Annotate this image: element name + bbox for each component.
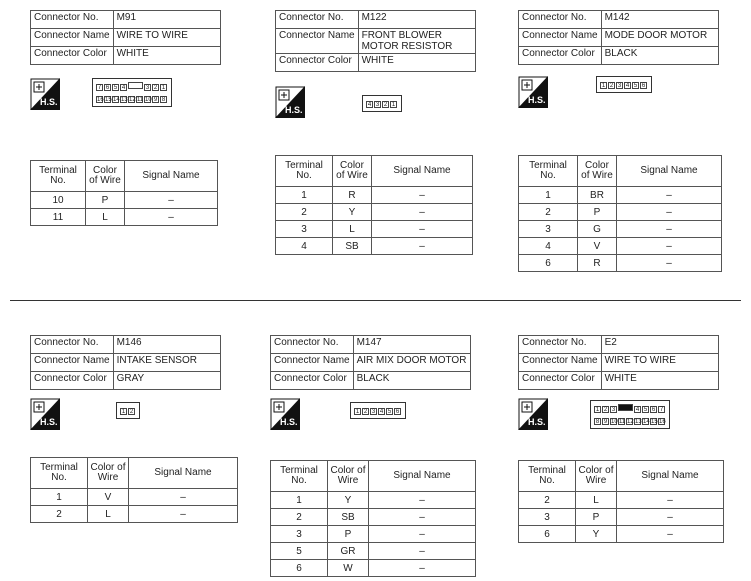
connector-no-label: Connector No. [31, 11, 114, 29]
terminal-no-header: Terminal No. [271, 461, 328, 492]
connector-info-2 [518, 10, 719, 65]
pin: 3 [145, 85, 150, 91]
terminal-no-cell: 2 [31, 506, 88, 523]
pin: 8 [595, 419, 600, 425]
terminal-table [270, 460, 476, 577]
pin: 14 [643, 419, 650, 425]
terminal-no-cell: 3 [519, 509, 576, 526]
terminal-no-cell: 3 [271, 526, 328, 543]
connector-color-label: Connector Color [271, 372, 354, 390]
signal-name-cell: – [372, 221, 473, 238]
hs-label: H.S. [528, 417, 546, 427]
connector-face [590, 400, 670, 429]
connector-info-3 [30, 335, 221, 390]
terminal-no-cell: 1 [519, 187, 578, 204]
terminal-table-5 [518, 460, 724, 543]
pin: 15 [651, 419, 658, 425]
pin: 10 [145, 97, 152, 103]
hs-label: H.S. [280, 417, 298, 427]
pin [128, 82, 143, 89]
connector-color-value: BLACK [601, 47, 718, 65]
wire-color-cell: R [333, 187, 372, 204]
color-of-wire-header: Color of Wire [578, 156, 617, 187]
pin: 5 [643, 407, 648, 413]
pin: 8 [161, 97, 166, 103]
harness-side-icon [270, 398, 300, 430]
terminal-no-cell: 3 [519, 221, 578, 238]
connector-info-1 [275, 10, 476, 72]
signal-name-cell: – [369, 560, 476, 577]
signal-name-header: Signal Name [369, 461, 476, 492]
signal-name-header: Signal Name [372, 156, 473, 187]
terminal-table-3 [30, 457, 238, 523]
connector-no-label: Connector No. [276, 11, 359, 29]
pin: 6 [641, 83, 646, 89]
connector-no-value: M146 [113, 336, 220, 354]
terminal-no-cell: 1 [31, 489, 88, 506]
terminal-no-cell: 6 [519, 526, 576, 543]
pin: 2 [129, 409, 134, 415]
terminal-no-cell: 6 [271, 560, 328, 577]
pin: 2 [383, 102, 388, 108]
table-row [276, 221, 473, 238]
terminal-no-cell: 6 [519, 255, 578, 272]
terminal-no-cell: 4 [276, 238, 333, 255]
pin: 12 [627, 419, 634, 425]
connector-color-label: Connector Color [31, 372, 114, 390]
harness-side-icon [518, 76, 548, 108]
terminal-no-cell: 2 [276, 204, 333, 221]
signal-name-cell: – [617, 509, 724, 526]
table-row [271, 509, 476, 526]
connector-color-value: WHITE [358, 54, 475, 72]
harness-side-icon [518, 398, 548, 430]
connector-info-table [30, 335, 221, 390]
wire-color-cell: Y [328, 492, 369, 509]
connector-name-label: Connector Name [271, 354, 354, 372]
pin: 10 [611, 419, 618, 425]
signal-name-cell: – [617, 187, 722, 204]
terminal-no-header: Terminal No. [519, 156, 578, 187]
hs-label: H.S. [40, 97, 58, 107]
pin: 1 [595, 407, 600, 413]
harness-side-icon [275, 86, 305, 118]
wire-color-cell: L [88, 506, 129, 523]
connector-info-table [30, 10, 221, 65]
signal-name-cell: – [617, 221, 722, 238]
connector-name-label: Connector Name [519, 29, 602, 47]
table-row [519, 221, 722, 238]
pin: 4 [367, 102, 372, 108]
wire-color-cell: L [333, 221, 372, 238]
wire-color-cell: L [86, 209, 125, 226]
signal-name-cell: – [369, 492, 476, 509]
signal-name-cell: – [369, 509, 476, 526]
connector-info-table [518, 335, 719, 390]
wire-color-cell: R [578, 255, 617, 272]
connector-name-label: Connector Name [31, 354, 114, 372]
terminal-no-cell: 11 [31, 209, 86, 226]
color-of-wire-header: Color of Wire [328, 461, 369, 492]
connector-face [362, 95, 402, 112]
terminal-no-header: Terminal No. [31, 161, 86, 192]
connector-name-value: WIRE TO WIRE [113, 29, 220, 47]
section-divider [10, 300, 741, 301]
signal-name-cell: – [617, 255, 722, 272]
color-of-wire-header: Color of Wire [86, 161, 125, 192]
connector-face [92, 78, 172, 107]
signal-name-cell: – [369, 526, 476, 543]
connector-name-value: AIR MIX DOOR MOTOR [353, 354, 470, 372]
terminal-table [518, 460, 724, 543]
table-row [276, 204, 473, 221]
signal-name-cell: – [129, 489, 238, 506]
terminal-table-0 [30, 160, 218, 226]
pin: 1 [355, 409, 360, 415]
connector-color-value: BLACK [353, 372, 470, 390]
table-row [271, 492, 476, 509]
pin: 5 [387, 409, 392, 415]
wire-color-cell: L [576, 492, 617, 509]
pin: 3 [371, 409, 376, 415]
connector-name-value: FRONT BLOWER MOTOR RESISTOR [358, 29, 475, 54]
signal-name-header: Signal Name [125, 161, 218, 192]
connector-color-label: Connector Color [519, 47, 602, 65]
pin: 7 [97, 85, 102, 91]
table-row [271, 526, 476, 543]
terminal-no-header: Terminal No. [276, 156, 333, 187]
wire-color-cell: W [328, 560, 369, 577]
pin: 2 [153, 85, 158, 91]
wire-color-cell: Y [333, 204, 372, 221]
connector-name-value: MODE DOOR MOTOR [601, 29, 718, 47]
connector-info-table [518, 10, 719, 65]
pin: 4 [625, 83, 630, 89]
terminal-no-cell: 4 [519, 238, 578, 255]
color-of-wire-header: Color of Wire [88, 458, 129, 489]
table-row [519, 204, 722, 221]
signal-name-header: Signal Name [129, 458, 238, 489]
pin: 3 [375, 102, 380, 108]
wire-color-cell: V [88, 489, 129, 506]
wire-color-cell: P [578, 204, 617, 221]
pin: 6 [395, 409, 400, 415]
terminal-no-cell: 5 [271, 543, 328, 560]
pin: 9 [603, 419, 608, 425]
signal-name-header: Signal Name [617, 156, 722, 187]
terminal-no-cell: 2 [271, 509, 328, 526]
pin: 13 [121, 97, 128, 103]
pin: 1 [121, 409, 126, 415]
connector-face [350, 402, 406, 419]
signal-name-cell: – [617, 492, 724, 509]
terminal-no-cell: 3 [276, 221, 333, 238]
wire-color-cell: SB [328, 509, 369, 526]
connector-no-value: M91 [113, 11, 220, 29]
terminal-table [30, 160, 218, 226]
hs-label: H.S. [40, 417, 58, 427]
table-row [519, 526, 724, 543]
pin: 2 [603, 407, 608, 413]
pin: 11 [137, 97, 144, 103]
table-row [519, 187, 722, 204]
signal-name-cell: – [372, 238, 473, 255]
wire-color-cell: SB [333, 238, 372, 255]
pin: 15 [105, 97, 112, 103]
pin: 5 [633, 83, 638, 89]
pin: 7 [659, 407, 664, 413]
wire-color-cell: V [578, 238, 617, 255]
harness-side-icon [30, 78, 60, 110]
terminal-table [275, 155, 473, 255]
terminal-table-4 [270, 460, 476, 577]
connector-no-value: M122 [358, 11, 475, 29]
pin: 4 [635, 407, 640, 413]
pin: 6 [105, 85, 110, 91]
pin: 1 [601, 83, 606, 89]
connector-no-label: Connector No. [271, 336, 354, 354]
connector-info-5 [518, 335, 719, 390]
terminal-no-header: Terminal No. [31, 458, 88, 489]
connector-color-label: Connector Color [276, 54, 359, 72]
pin: 16 [659, 419, 666, 425]
table-row [519, 238, 722, 255]
table-row [31, 209, 218, 226]
color-of-wire-header: Color of Wire [576, 461, 617, 492]
terminal-no-header: Terminal No. [519, 461, 576, 492]
terminal-table [30, 457, 238, 523]
connector-color-value: GRAY [113, 372, 220, 390]
pin: 16 [97, 97, 104, 103]
wire-color-cell: P [576, 509, 617, 526]
pin: 1 [161, 85, 166, 91]
pin: 3 [617, 83, 622, 89]
table-row [276, 238, 473, 255]
signal-name-header: Signal Name [617, 461, 724, 492]
connector-color-label: Connector Color [519, 372, 602, 390]
terminal-no-cell: 2 [519, 204, 578, 221]
wire-color-cell: P [328, 526, 369, 543]
connector-name-label: Connector Name [519, 354, 602, 372]
connector-color-label: Connector Color [31, 47, 114, 65]
connector-color-value: WHITE [113, 47, 220, 65]
connector-face [116, 402, 140, 419]
connector-name-label: Connector Name [31, 29, 114, 47]
table-row [31, 489, 238, 506]
signal-name-cell: – [617, 204, 722, 221]
pin: 9 [153, 97, 158, 103]
connector-info-table [270, 335, 471, 390]
connector-no-label: Connector No. [519, 336, 602, 354]
wire-color-cell: G [578, 221, 617, 238]
table-row [271, 560, 476, 577]
signal-name-cell: – [617, 238, 722, 255]
pin [618, 404, 633, 411]
table-row [276, 187, 473, 204]
pin: 6 [651, 407, 656, 413]
terminal-no-cell: 1 [271, 492, 328, 509]
pin: 2 [363, 409, 368, 415]
connector-name-value: INTAKE SENSOR [113, 354, 220, 372]
signal-name-cell: – [617, 526, 724, 543]
connector-name-label: Connector Name [276, 29, 359, 54]
signal-name-cell: – [372, 187, 473, 204]
connector-no-label: Connector No. [31, 336, 114, 354]
pin: 2 [609, 83, 614, 89]
signal-name-cell: – [129, 506, 238, 523]
hs-label: H.S. [528, 95, 546, 105]
signal-name-cell: – [372, 204, 473, 221]
terminal-table-2 [518, 155, 722, 272]
table-row [271, 543, 476, 560]
connector-name-value: WIRE TO WIRE [601, 354, 718, 372]
pin: 14 [113, 97, 120, 103]
wire-color-cell: Y [576, 526, 617, 543]
terminal-table [518, 155, 722, 272]
signal-name-cell: – [125, 209, 218, 226]
wire-color-cell: GR [328, 543, 369, 560]
pin: 4 [379, 409, 384, 415]
connector-no-label: Connector No. [519, 11, 602, 29]
connector-info-table [275, 10, 476, 72]
signal-name-cell: – [125, 192, 218, 209]
pin: 12 [129, 97, 136, 103]
table-row [31, 192, 218, 209]
pin: 4 [121, 85, 126, 91]
table-row [519, 492, 724, 509]
terminal-no-cell: 10 [31, 192, 86, 209]
connector-no-value: E2 [601, 336, 718, 354]
wire-color-cell: P [86, 192, 125, 209]
pin: 3 [611, 407, 616, 413]
pin: 13 [635, 419, 642, 425]
table-row [519, 509, 724, 526]
connector-no-value: M147 [353, 336, 470, 354]
terminal-table-1 [275, 155, 473, 255]
connector-no-value: M142 [601, 11, 718, 29]
connector-info-0 [30, 10, 221, 65]
connector-info-4 [270, 335, 471, 390]
hs-label: H.S. [285, 105, 303, 115]
terminal-no-cell: 2 [519, 492, 576, 509]
connector-color-value: WHITE [601, 372, 718, 390]
color-of-wire-header: Color of Wire [333, 156, 372, 187]
pin: 5 [113, 85, 118, 91]
harness-side-icon [30, 398, 60, 430]
table-row [519, 255, 722, 272]
signal-name-cell: – [369, 543, 476, 560]
table-row [31, 506, 238, 523]
pin: 1 [391, 102, 396, 108]
pin: 11 [619, 419, 626, 425]
connector-face [596, 76, 652, 93]
wire-color-cell: BR [578, 187, 617, 204]
terminal-no-cell: 1 [276, 187, 333, 204]
